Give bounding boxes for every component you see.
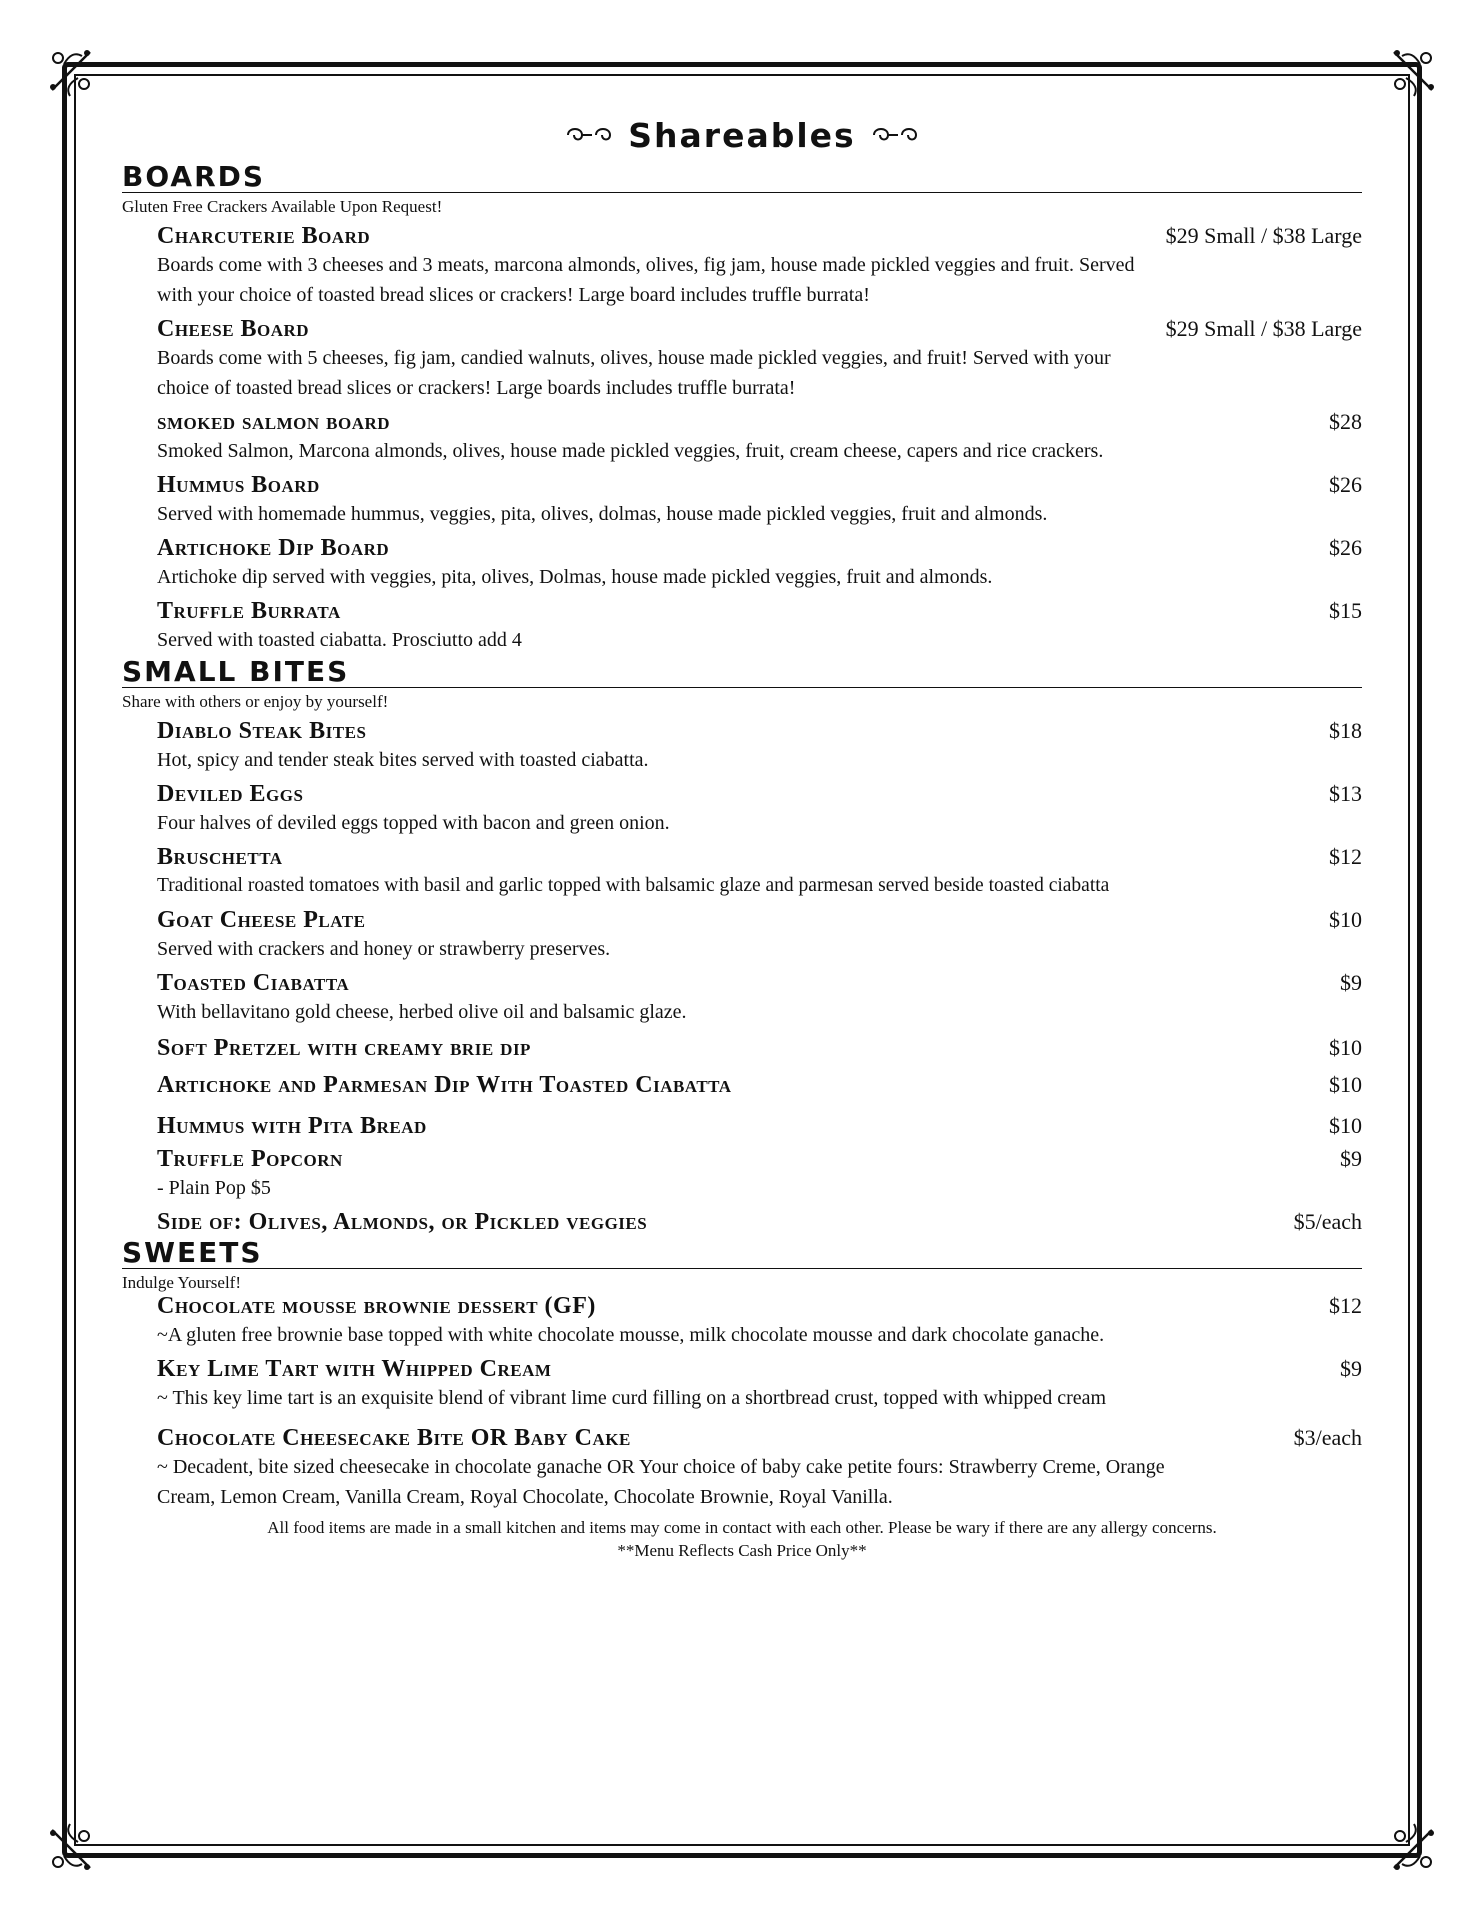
- flourish-icon: [1386, 44, 1440, 98]
- item-price: $26: [1329, 535, 1362, 560]
- menu-item: [122, 1356, 1362, 1413]
- flourish-icon: [44, 44, 98, 98]
- menu-item: [122, 1293, 1362, 1350]
- item-price: $5/each: [1293, 1209, 1362, 1234]
- item-price: $29 Small / $38 Large: [1165, 223, 1362, 248]
- flourish-icon: [1386, 1822, 1440, 1876]
- menu-item: [122, 1113, 1362, 1140]
- menu-item: [122, 598, 1362, 655]
- section-heading: BOARDS: [122, 160, 1362, 193]
- item-description: Four halves of deviled eggs topped with bacon and green onion.: [157, 812, 670, 834]
- allergy-note: All food items are made in a small kitchen and items may come in contact with each other. Please be wary if there are any allergy concerns.: [267, 1518, 1217, 1537]
- section-subtitle: Indulge Yourself!: [122, 1273, 241, 1292]
- item-price: $10: [1329, 1035, 1362, 1060]
- menu-item: [122, 907, 1362, 964]
- item-price: $29 Small / $38 Large: [1165, 316, 1362, 341]
- item-name: Artichoke and Parmesan Dip With Toasted Ciabatta: [157, 1072, 732, 1098]
- item-price: $3/each: [1293, 1425, 1362, 1450]
- item-name: Hummus with Pita Bread: [157, 1113, 427, 1139]
- item-name: Side of: Olives, Almonds, or Pickled veggies: [157, 1209, 648, 1235]
- item-name: smoked salmon board: [157, 409, 391, 435]
- item-description: Served with homemade hummus, veggies, pita, olives, dolmas, house made pickled veggies, fruit and almonds.: [157, 503, 1048, 525]
- item-description: Artichoke dip served with veggies, pita, olives, Dolmas, house made pickled veggies, fruit and almonds.: [157, 566, 993, 588]
- item-name: Goat Cheese Plate: [157, 907, 366, 933]
- item-description: Served with crackers and honey or strawberry preserves.: [157, 938, 611, 960]
- title-row: [122, 110, 1362, 160]
- item-name: Charcuterie Board: [157, 223, 371, 249]
- item-price: $26: [1329, 472, 1362, 497]
- item-name: Cheese Board: [157, 316, 310, 342]
- item-name: Diablo Steak Bites: [157, 718, 367, 744]
- item-name: Truffle Burrata: [157, 598, 341, 624]
- section-small-bites: [122, 655, 1362, 1236]
- item-name: Toasted Ciabatta: [157, 970, 350, 996]
- menu-item: [122, 535, 1362, 592]
- item-price: $9: [1340, 970, 1362, 995]
- menu-item: [122, 409, 1362, 466]
- item-price: $12: [1329, 1293, 1362, 1318]
- item-description: Hot, spicy and tender steak bites served with toasted ciabatta.: [157, 749, 649, 771]
- section-heading: SWEETS: [122, 1236, 1362, 1269]
- menu-item: [122, 472, 1362, 529]
- footer: [122, 1516, 1362, 1562]
- menu-item: [122, 718, 1362, 775]
- menu-item: [122, 970, 1362, 1027]
- menu-item: [122, 1146, 1362, 1203]
- flourish-icon: [44, 1822, 98, 1876]
- section-sweets: [122, 1236, 1362, 1512]
- item-price: $12: [1329, 844, 1362, 869]
- item-description: Smoked Salmon, Marcona almonds, olives, house made pickled veggies, fruit, cream cheese, capers and rice crackers.: [157, 440, 1104, 462]
- item-name: Bruschetta: [157, 844, 283, 870]
- item-price: $15: [1329, 598, 1362, 623]
- menu-item: [122, 223, 1362, 310]
- menu-item: [122, 316, 1362, 403]
- item-price: $13: [1329, 781, 1362, 806]
- item-price: $9: [1340, 1356, 1362, 1381]
- item-description: Traditional roasted tomatoes with basil and garlic topped with balsamic glaze and parmesan served beside toasted ciabatta: [157, 875, 1110, 896]
- item-name: Truffle Popcorn: [157, 1146, 343, 1172]
- page-title: Shareables: [628, 115, 856, 155]
- swirl-icon: [564, 124, 614, 146]
- item-description: Boards come with 3 cheeses and 3 meats, marcona almonds, olives, fig jam, house made pickled veggies and fruit. Served with your choice of toasted bread slices or crackers! Large board includes truffle burrata!: [157, 254, 1135, 306]
- item-name: Soft Pretzel with creamy brie dip: [157, 1035, 531, 1061]
- swirl-icon: [870, 124, 920, 146]
- menu-item: [122, 1072, 1362, 1099]
- item-description: Boards come with 5 cheeses, fig jam, candied walnuts, olives, house made pickled veggies, and fruit! Served with your choice of toasted bread slices or crackers! Large boards includes truffle burrata!: [157, 347, 1111, 399]
- item-description: With bellavitano gold cheese, herbed olive oil and balsamic glaze.: [157, 1001, 687, 1023]
- menu-item: [122, 781, 1362, 838]
- menu-item: [122, 1035, 1362, 1062]
- item-name: Hummus Board: [157, 472, 320, 498]
- item-description: ~A gluten free brownie base topped with white chocolate mousse, milk chocolate mousse and dark chocolate ganache.: [157, 1324, 1105, 1346]
- menu-content: [122, 110, 1362, 1562]
- item-name: Key Lime Tart with Whipped Cream: [157, 1356, 552, 1382]
- section-subtitle: Gluten Free Crackers Available Upon Request!: [122, 197, 443, 216]
- section-subtitle: Share with others or enjoy by yourself!: [122, 692, 389, 711]
- item-description: Served with toasted ciabatta. Prosciutto add 4: [157, 629, 522, 651]
- menu-item: [122, 1425, 1362, 1512]
- item-name: Chocolate mousse brownie dessert (GF): [157, 1293, 596, 1319]
- item-description: - Plain Pop $5: [157, 1177, 271, 1199]
- menu-item: [122, 1209, 1362, 1236]
- item-description: ~ Decadent, bite sized cheesecake in chocolate ganache OR Your choice of baby cake petite fours: Strawberry Creme, Orange Cream, Lemon Cream, Vanilla Cream, Royal Chocolate, Chocolate Brownie, Royal Vanilla.: [157, 1456, 1165, 1508]
- item-price: $9: [1340, 1146, 1362, 1171]
- item-price: $10: [1329, 1113, 1362, 1138]
- section-boards: [122, 160, 1362, 655]
- item-name: Chocolate Cheesecake Bite OR Baby Cake: [157, 1425, 631, 1451]
- item-price: $18: [1329, 718, 1362, 743]
- item-description: ~ This key lime tart is an exquisite blend of vibrant lime curd filling on a shortbread crust, topped with whipped cream: [157, 1387, 1107, 1409]
- price-note: **Menu Reflects Cash Price Only**: [617, 1541, 867, 1560]
- item-price: $10: [1329, 1072, 1362, 1097]
- menu-item: [122, 844, 1362, 901]
- item-price: $10: [1329, 907, 1362, 932]
- item-name: Artichoke Dip Board: [157, 535, 390, 561]
- item-price: $28: [1329, 409, 1362, 434]
- section-heading: SMALL BITES: [122, 655, 1362, 688]
- item-name: Deviled Eggs: [157, 781, 304, 807]
